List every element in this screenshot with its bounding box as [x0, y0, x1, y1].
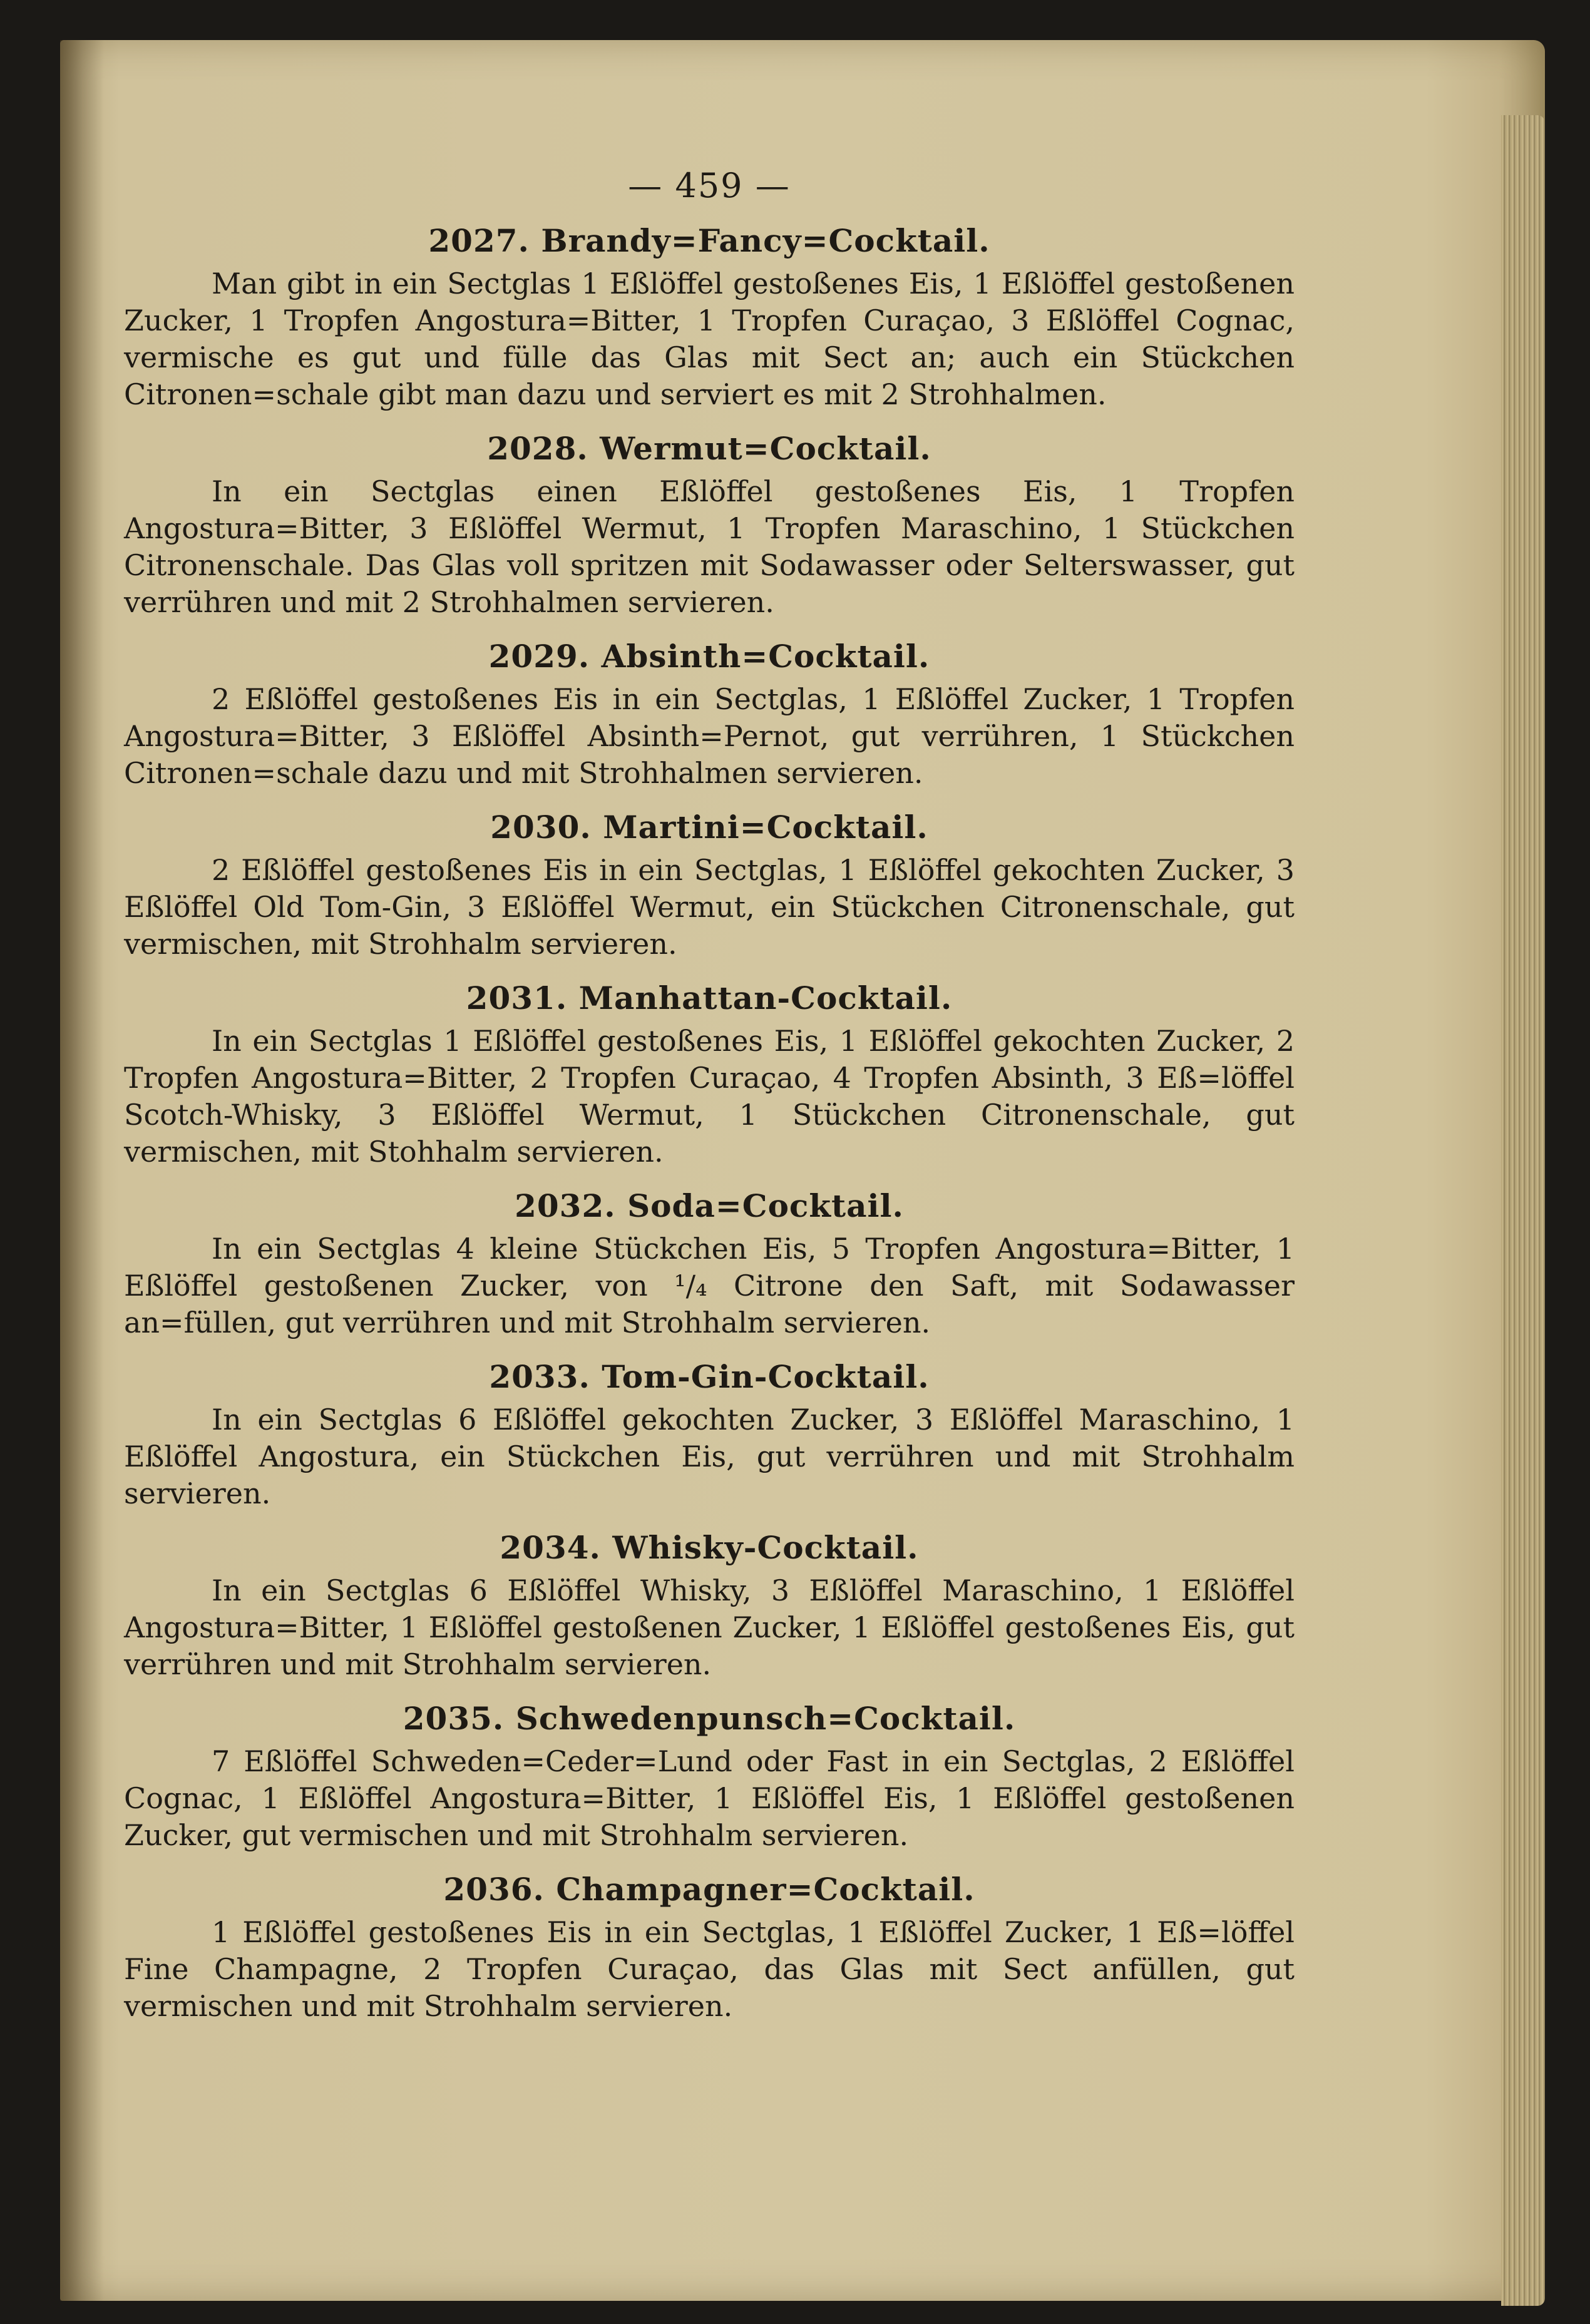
recipe-2032 [124, 1187, 1295, 1341]
recipe-2027 [124, 222, 1295, 413]
book-gutter-shadow [60, 40, 104, 2301]
recipe-2036 [124, 1870, 1295, 2025]
recipe-2035 [124, 1699, 1295, 1854]
recipe-text: 2 Eßlöffel gestoßenes Eis in ein Sectglas, 1 Eßlöffel gekochten Zucker, 3 Eßlöffel Old Tom-Gin, 3 Eßlöffel Wermut, ein Stückchen Citronenschale, gut vermischen, mit Strohhalm servieren. [124, 853, 1295, 961]
recipe-title: 2032. Soda=Cocktail. [515, 1187, 904, 1224]
recipe-text: 1 Eßlöffel gestoßenes Eis in ein Sectglas, 1 Eßlöffel Zucker, 1 Eß=löffel Fine Champagne, 2 Tropfen Curaçao, das Glas mit Sect anfüllen, gut vermischen und mit Strohhalm servieren. [124, 1915, 1295, 2023]
recipe-2031 [124, 979, 1295, 1170]
recipe-title: 2035. Schwedenpunsch=Cocktail. [403, 1700, 1016, 1737]
recipe-title: 2029. Absinth=Cocktail. [488, 638, 930, 675]
recipe-text: In ein Sectglas 6 Eßlöffel Whisky, 3 Eßlöffel Maraschino, 1 Eßlöffel Angostura=Bitter, 1 Eßlöffel gestoßenen Zucker, 1 Eßlöffel gestoßenes Eis, gut verrühren und mit Strohhalm servieren. [124, 1574, 1295, 1681]
recipe-2034 [124, 1528, 1295, 1683]
recipe-text: In ein Sectglas 1 Eßlöffel gestoßenes Eis, 1 Eßlöffel gekochten Zucker, 2 Tropfen Angostura=Bitter, 2 Tropfen Curaçao, 4 Tropfen Absinth, 3 Eß=löffel Scotch-Whisky, 3 Eßlöffel Wermut, 1 Stückchen Citronenschale, gut vermischen, mit Stohhalm servieren. [124, 1024, 1295, 1169]
recipe-title: 2030. Martini=Cocktail. [490, 809, 928, 846]
recipe-title: 2033. Tom-Gin-Cocktail. [489, 1358, 930, 1395]
recipe-2030 [124, 808, 1295, 963]
recipe-2029 [124, 637, 1295, 792]
recipe-text: 7 Eßlöffel Schweden=Ceder=Lund oder Fast in ein Sectglas, 2 Eßlöffel Cognac, 1 Eßlöffel Angostura=Bitter, 1 Eßlöffel Eis, 1 Eßlöffel gestoßenen Zucker, gut vermischen und mit Strohhalm servieren. [124, 1744, 1295, 1852]
recipe-title: 2027. Brandy=Fancy=Cocktail. [428, 222, 990, 259]
page-edges [1501, 115, 1545, 2306]
recipe-title: 2028. Wermut=Cocktail. [487, 430, 931, 467]
recipe-title: 2036. Champagner=Cocktail. [443, 1871, 975, 1908]
recipe-text: In ein Sectglas 6 Eßlöffel gekochten Zucker, 3 Eßlöffel Maraschino, 1 Eßlöffel Angostura, ein Stückchen Eis, gut verrühren und mit Strohhalm servieren. [124, 1403, 1295, 1510]
recipe-text: In ein Sectglas 4 kleine Stückchen Eis, 5 Tropfen Angostura=Bitter, 1 Eßlöffel gestoßenen Zucker, von ¹/₄ Citrone den Saft, mit Sodawasser an=füllen, gut verrühren und mit Strohhalm servieren. [124, 1232, 1295, 1339]
recipe-title: 2034. Whisky-Cocktail. [500, 1529, 919, 1566]
recipe-text: Man gibt in ein Sectglas 1 Eßlöffel gestoßenes Eis, 1 Eßlöffel gestoßenen Zucker, 1 Tropfen Angostura=Bitter, 1 Tropfen Curaçao, 3 Eßlöffel Cognac, vermische es gut und fülle das Glas mit Sect an; auch ein Stückchen Citronen=schale gibt man dazu und serviert es mit 2 Strohhalmen. [124, 267, 1295, 411]
recipe-text: 2 Eßlöffel gestoßenes Eis in ein Sectglas, 1 Eßlöffel Zucker, 1 Tropfen Angostura=Bitter, 3 Eßlöffel Absinth=Pernot, gut verrühren, 1 Stückchen Citronen=schale dazu und mit Strohhalmen servieren. [124, 682, 1295, 790]
page-number: — 459 — [628, 166, 791, 205]
page-text [124, 164, 1295, 2044]
recipe-text: In ein Sectglas einen Eßlöffel gestoßenes Eis, 1 Tropfen Angostura=Bitter, 3 Eßlöffel Wermut, 1 Tropfen Maraschino, 1 Stückchen Citronenschale. Das Glas voll spritzen mit Sodawasser oder Selterswasser, gut verrühren und mit 2 Strohhalmen servieren. [124, 474, 1295, 619]
recipe-title: 2031. Manhattan-Cocktail. [466, 980, 953, 1016]
recipe-2028 [124, 429, 1295, 621]
recipe-2033 [124, 1358, 1295, 1512]
